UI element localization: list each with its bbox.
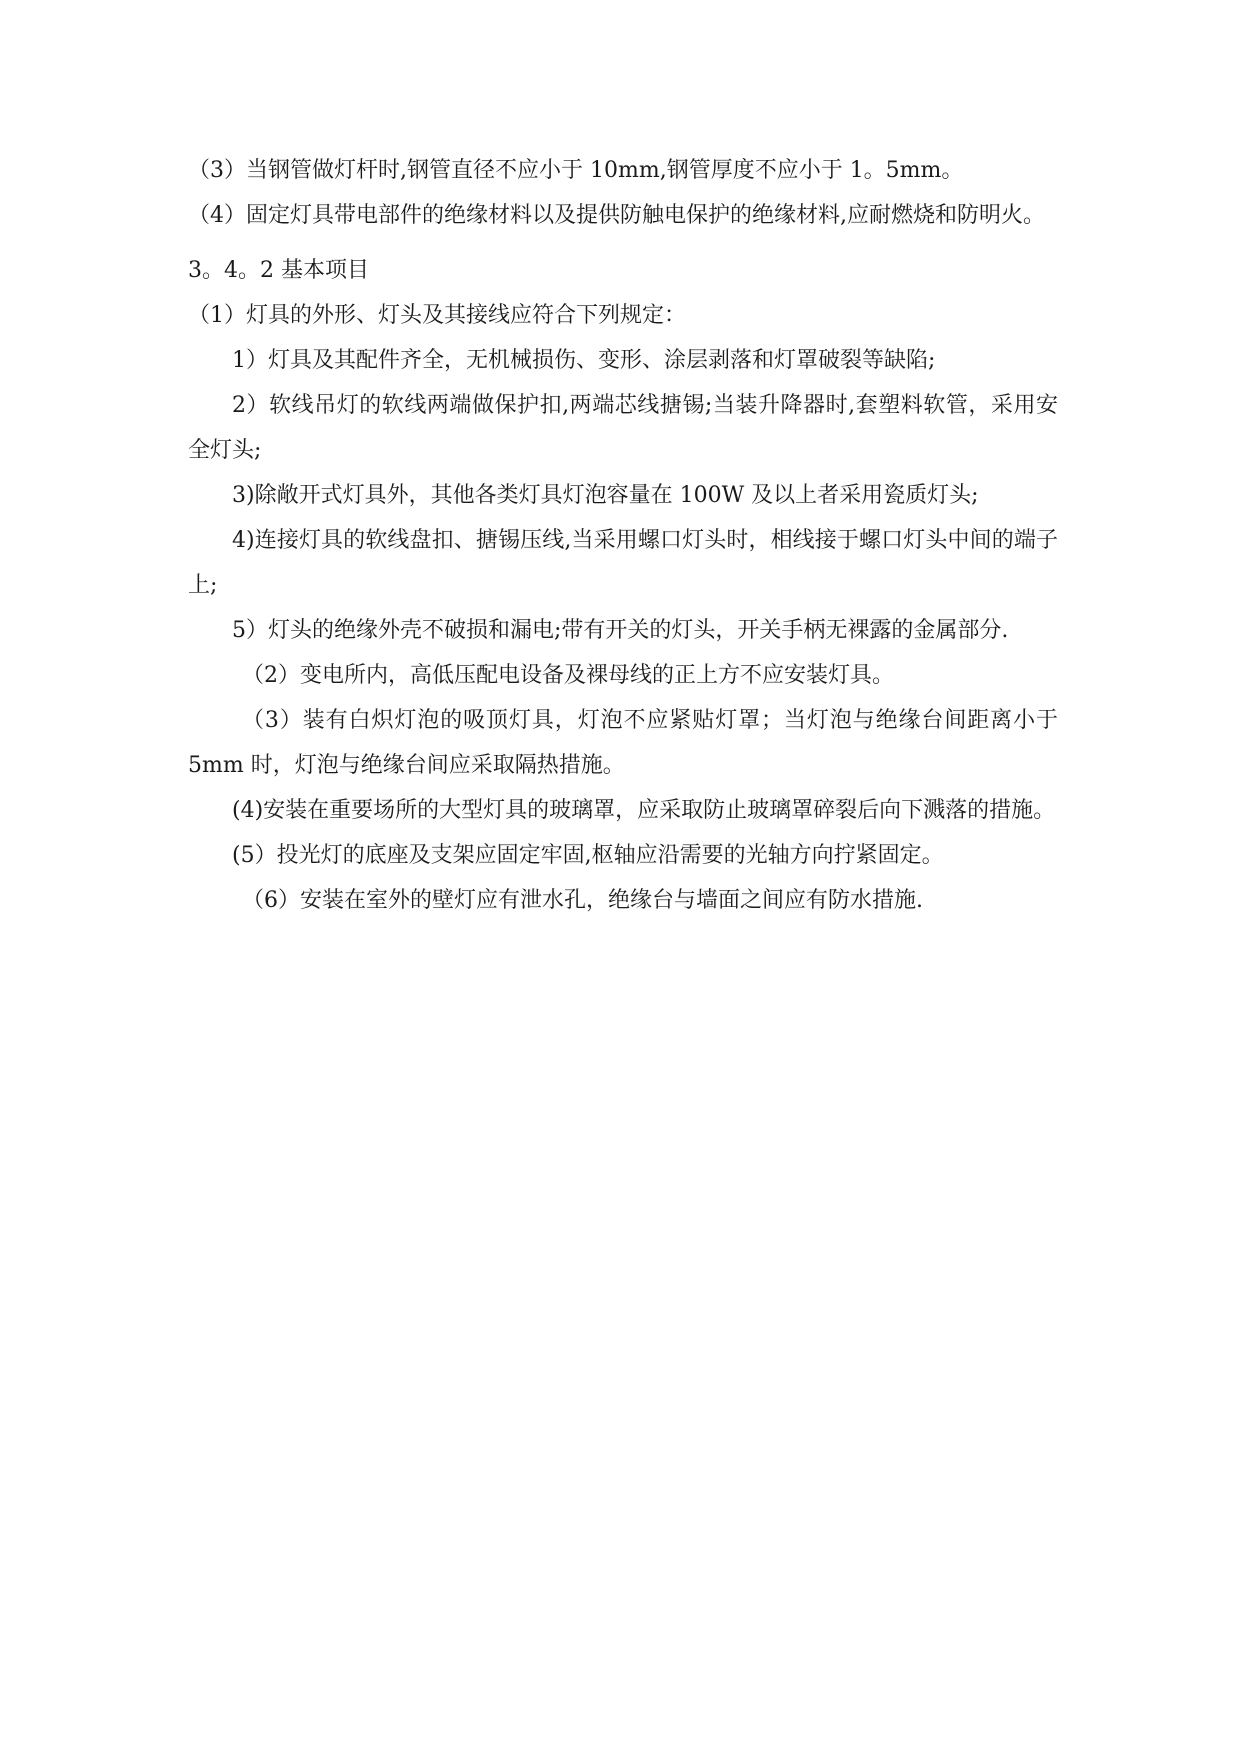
paragraph-steel-pole: （3）当钢管做灯杆时,钢管直径不应小于 10mm,钢管厚度不应小于 1。5mm。 [188,158,964,183]
paragraph-insulation-material: （4）固定灯具带电部件的绝缘材料以及提供防触电保护的绝缘材料,应耐燃烧和防明火。 [188,203,1045,228]
list-item-screw-holder-wiring: 4)连接灯具的软线盘扣、搪锡压线,当采用螺口灯头时，相线接于螺口灯头中间的端子上; [188,528,1058,598]
paragraph-lamp-appearance: （1）灯具的外形、灯头及其接线应符合下列规定： [188,303,686,328]
paragraph-substation: （2）变电所内，高低压配电设备及裸母线的正上方不应安装灯具。 [242,663,894,688]
list-item-porcelain-holder: 3)除敞开式灯具外，其他各类灯具灯泡容量在 100W 及以上者采用瓷质灯头; [232,483,979,508]
section-heading-basic-items: 3。4。2 基本项目 [188,258,369,283]
list-item-pendant-cord: 2）软线吊灯的软线两端做保护扣,两端芯线搪锡;当装升降器时,套塑料软管，采用安全灯头; [188,393,1058,463]
list-item-fittings-complete: 1）灯具及其配件齐全，无机械损伤、变形、涂层剥落和灯罩破裂等缺陷; [232,348,936,373]
paragraph-ceiling-lamp: （3）装有白炽灯泡的吸顶灯具，灯泡不应紧贴灯罩；当灯泡与绝缘台间距离小于 5mm 时，灯泡与绝缘台间应采取隔热措施。 [188,708,1058,778]
list-item-holder-shell: 5）灯头的绝缘外壳不破损和漏电;带有开关的灯头，开关手柄无裸露的金属部分. [232,618,1009,643]
document-body [188,148,1058,923]
paragraph-glass-cover: (4)安装在重要场所的大型灯具的玻璃罩，应采取防止玻璃罩碎裂后向下溅落的措施。 [232,798,1056,823]
paragraph-floodlight: (5）投光灯的底座及支架应固定牢固,枢轴应沿需要的光轴方向拧紧固定。 [232,843,944,868]
paragraph-wall-lamp: （6）安装在室外的壁灯应有泄水孔，绝缘台与墙面之间应有防水措施. [242,888,923,913]
